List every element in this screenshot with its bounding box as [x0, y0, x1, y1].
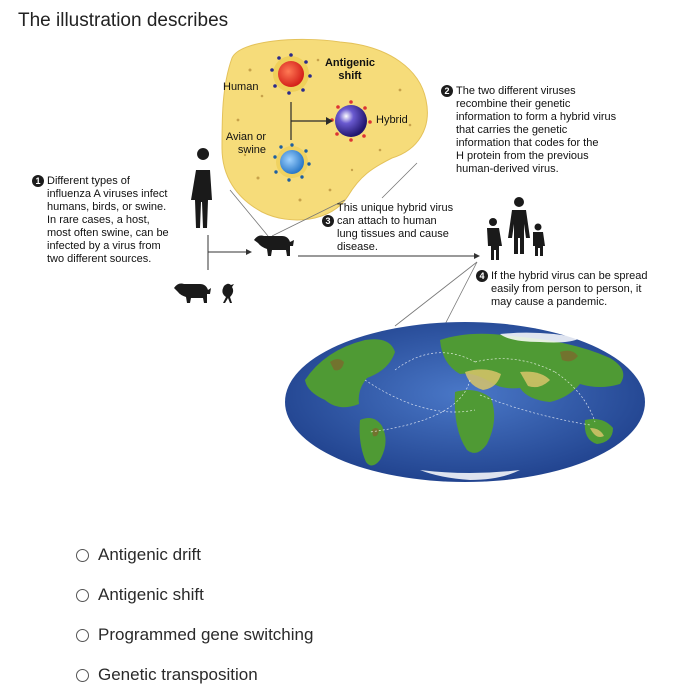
step-3-number: 3: [322, 215, 334, 227]
antigenic-shift-label: Antigenic shift: [324, 57, 376, 82]
step-1-number: 1: [32, 175, 44, 187]
step-4-number: 4: [476, 270, 488, 282]
option-label: Programmed gene switching: [98, 625, 314, 644]
radio-button[interactable]: [76, 669, 89, 682]
pig-small-icon: [174, 284, 211, 304]
option-genetic-transposition[interactable]: [76, 655, 313, 695]
bird-icon: [222, 284, 234, 303]
family-silhouette-icon: [487, 197, 545, 260]
hybrid-virus-icon: [330, 100, 372, 142]
source-bracket: [208, 235, 252, 270]
question-title: The illustration describes: [18, 10, 229, 31]
human-label: Human: [223, 81, 259, 93]
option-label: Antigenic drift: [98, 545, 201, 564]
option-antigenic-drift[interactable]: [76, 535, 313, 575]
step-3-text: This unique hybrid virus 3 can attach to human lung tissues and cause disease.: [322, 202, 492, 254]
answer-options: [76, 535, 313, 695]
world-globe-icon: [285, 322, 645, 482]
option-label: Genetic transposition: [98, 665, 258, 684]
pig-silhouette-icon: [254, 236, 294, 257]
radio-button[interactable]: [76, 589, 89, 602]
step-4-text: 4 If the hybrid virus can be spread easily from person to person, it may cause a pandemic.: [476, 270, 681, 309]
option-programmed-gene-switching[interactable]: [76, 615, 313, 655]
radio-button[interactable]: [76, 629, 89, 642]
step-2-text: 2 The two different viruses recombine their genetic information to form a hybrid virus that carries the genetic information that codes for the H protein from the previous human-derived virus.: [441, 85, 681, 176]
option-antigenic-shift[interactable]: [76, 575, 313, 615]
step-1-text: 1 Different types of influenza A viruses infect humans, birds, or swine. In rare cases, a host, most often swine, can be infected by a virus from two different sources.: [32, 175, 202, 266]
step-2-number: 2: [441, 85, 453, 97]
hybrid-label: Hybrid: [376, 114, 408, 126]
radio-button[interactable]: [76, 549, 89, 562]
option-label: Antigenic shift: [98, 585, 204, 604]
avian-swine-label: Avian or swine: [225, 131, 266, 156]
